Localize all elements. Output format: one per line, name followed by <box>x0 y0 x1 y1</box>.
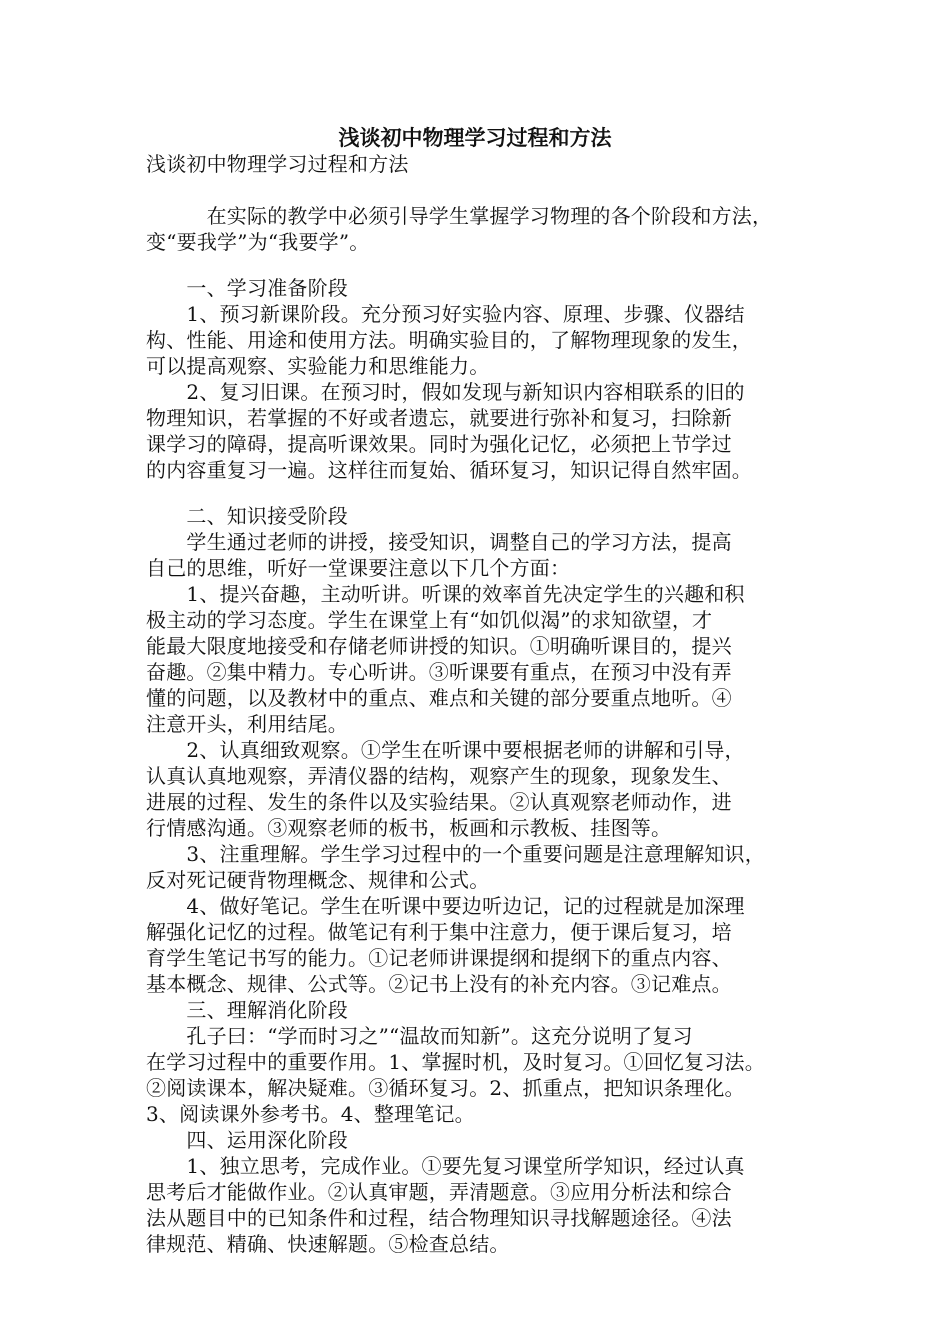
paragraph-line: 在实际的教学中必须引导学生掌握学习物理的各个阶段和方法， <box>146 204 773 228</box>
section-heading: 一、学习准备阶段 <box>146 276 348 300</box>
paragraph-line: 可以提高观察、实验能力和思维能力。 <box>146 354 490 378</box>
paragraph-line: ②阅读课本，解决疑难。③循环复习。2、抓重点，把知识条理化。 <box>146 1076 745 1100</box>
paragraph-line: 极主动的学习态度。学生在课堂上有“如饥似渴”的求知欲望，才 <box>146 608 713 632</box>
paragraph-line: 奋趣。②集中精力。专心听讲。③听课要有重点，在预习中没有弄 <box>146 660 732 684</box>
paragraph-line: 反对死记硬背物理概念、规律和公式。 <box>146 868 490 892</box>
paragraph-line: 自己的思维，听好一堂课要注意以下几个方面： <box>146 556 571 580</box>
section-heading: 二、知识接受阶段 <box>146 504 348 528</box>
paragraph-line: 构、性能、用途和使用方法。明确实验目的，了解物理现象的发生， <box>146 328 752 352</box>
paragraph-line: 懂的问题，以及教材中的重点、难点和关键的部分要重点地听。④ <box>146 686 732 710</box>
paragraph-line: 律规范、精确、快速解题。⑤检查总结。 <box>146 1232 510 1256</box>
paragraph-line: 进展的过程、发生的条件以及实验结果。②认真观察老师动作，进 <box>146 790 732 814</box>
paragraph-line: 的内容重复习一遍。这样往而复始、循环复习，知识记得自然牢固。 <box>146 458 752 482</box>
paragraph-line: 在学习过程中的重要作用。1、掌握时机，及时复习。①回忆复习法。 <box>146 1050 765 1074</box>
paragraph-line: 3、注重理解。学生学习过程中的一个重要问题是注意理解知识， <box>146 842 765 866</box>
paragraph-line: 1、预习新课阶段。充分预习好实验内容、原理、步骤、仪器结 <box>146 302 745 326</box>
paragraph-line: 4、做好笔记。学生在听课中要边听边记，记的过程就是加深理 <box>146 894 745 918</box>
paragraph-line: 育学生笔记书写的能力。①记老师讲课提纲和提纲下的重点内容、 <box>146 946 732 970</box>
paragraph-line: 1、提兴奋趣，主动听讲。听课的效率首先决定学生的兴趣和积 <box>146 582 745 606</box>
paragraph-line: 1、独立思考，完成作业。①要先复习课堂所学知识，经过认真 <box>146 1154 745 1178</box>
section-heading: 三、理解消化阶段 <box>146 998 348 1022</box>
document-title: 浅谈初中物理学习过程和方法 <box>338 125 612 150</box>
paragraph-line: 能最大限度地接受和存储老师讲授的知识。①明确听课目的，提兴 <box>146 634 732 658</box>
section-heading: 四、运用深化阶段 <box>146 1128 348 1152</box>
subtitle-line: 浅谈初中物理学习过程和方法 <box>146 152 409 176</box>
paragraph-line: 学生通过老师的讲授，接受知识，调整自己的学习方法，提高 <box>146 530 732 554</box>
paragraph-line: 思考后才能做作业。②认真审题，弄清题意。③应用分析法和综合 <box>146 1180 732 1204</box>
paragraph-line: 解强化记忆的过程。做笔记有利于集中注意力，便于课后复习，培 <box>146 920 732 944</box>
paragraph-line: 行情感沟通。③观察老师的板书，板画和示教板、挂图等。 <box>146 816 672 840</box>
paragraph-line: 孔子曰：“学而时习之”“温故而知新”。这充分说明了复习 <box>146 1024 693 1048</box>
paragraph-line: 注意开头，利用结尾。 <box>146 712 348 736</box>
paragraph-line: 2、复习旧课。在预习时，假如发现与新知识内容相联系的旧的 <box>146 380 745 404</box>
paragraph-line: 基本概念、规律、公式等。②记书上没有的补充内容。③记难点。 <box>146 972 732 996</box>
paragraph-line: 法从题目中的已知条件和过程，结合物理知识寻找解题途径。④法 <box>146 1206 732 1230</box>
paragraph-line: 认真认真地观察，弄清仪器的结构，观察产生的现象，现象发生、 <box>146 764 732 788</box>
paragraph-line: 物理知识，若掌握的不好或者遗忘，就要进行弥补和复习，扫除新 <box>146 406 732 430</box>
paragraph-line: 课学习的障碍，提高听课效果。同时为强化记忆，必须把上节学过 <box>146 432 732 456</box>
paragraph-line: 变“要我学”为“我要学”。 <box>146 230 370 254</box>
paragraph-line: 3、阅读课外参考书。4、整理笔记。 <box>146 1102 475 1126</box>
paragraph-line: 2、认真细致观察。①学生在听课中要根据老师的讲解和引导， <box>146 738 745 762</box>
